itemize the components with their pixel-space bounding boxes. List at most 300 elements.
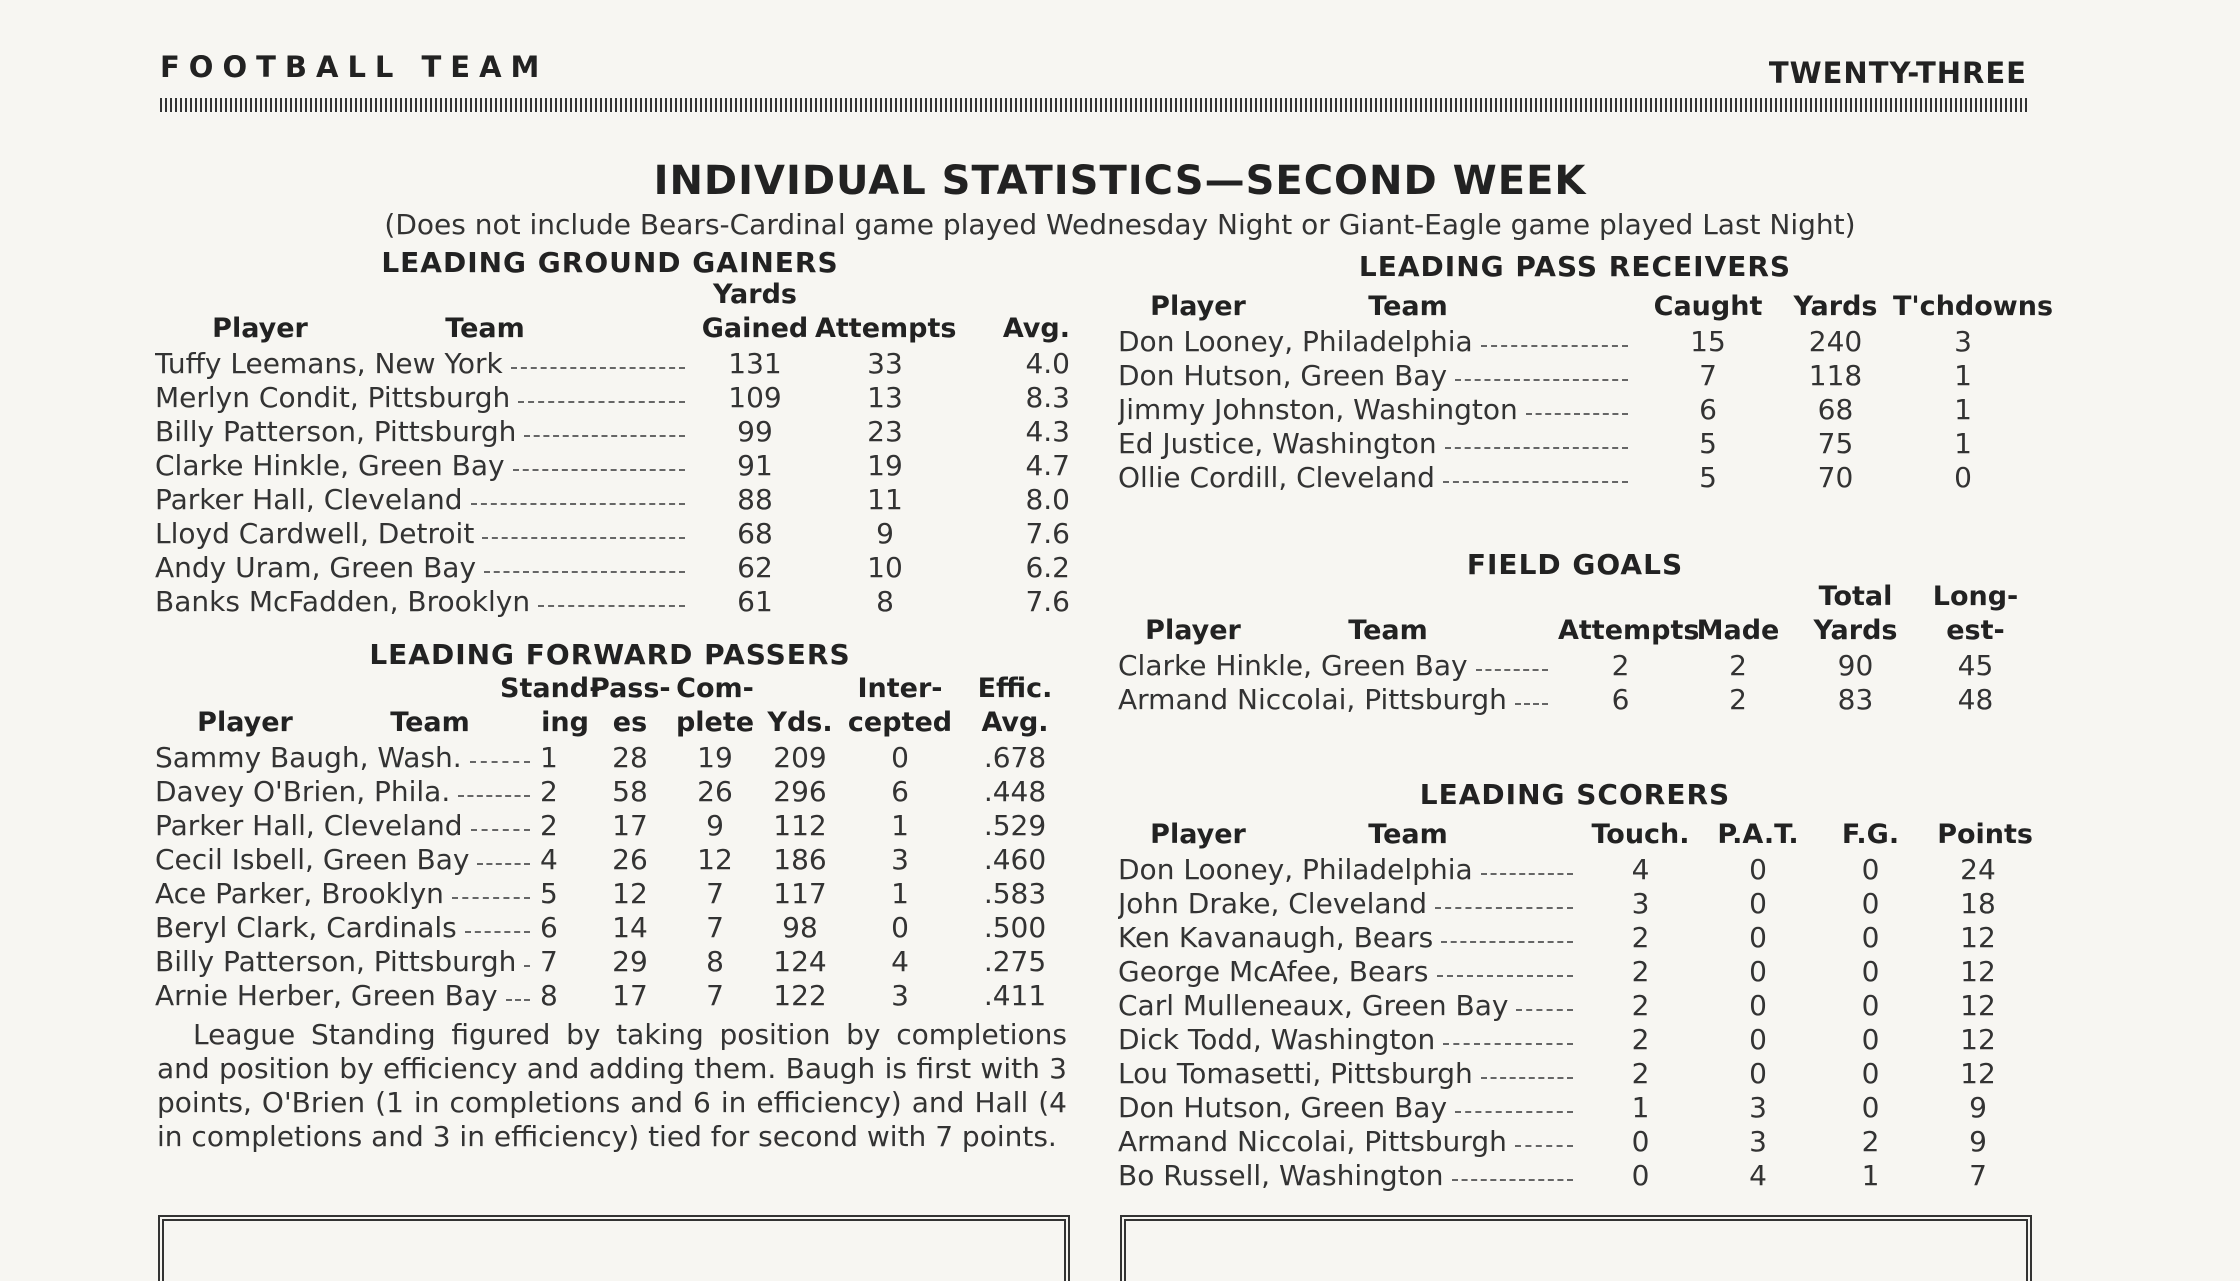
yards-cell: 70 [1817, 460, 1854, 494]
dot-leader [1437, 974, 1574, 977]
total-cell: 90 [1837, 648, 1874, 682]
player-cell [155, 978, 540, 1012]
field-goals-table [1118, 580, 2033, 716]
player-cell [1118, 648, 1558, 682]
dot-leader [1516, 1008, 1573, 1011]
table-row [155, 978, 1070, 1012]
table-header-row [155, 672, 1070, 740]
dot-leader [1476, 668, 1548, 671]
player-name: Ollie Cordill, Cleveland [1118, 460, 1435, 494]
caught-cell: 7 [1699, 358, 1717, 392]
complete-cell: 26 [697, 774, 733, 808]
column-header: Yards Gained [701, 279, 809, 344]
complete-cell: 7 [706, 910, 724, 944]
pat-cell: 0 [1749, 988, 1767, 1022]
player-name: George McAfee, Bears [1118, 954, 1429, 988]
avg-cell: 6.2 [1025, 550, 1070, 584]
column-header: Player Team [197, 707, 470, 738]
yds-cell: 98 [782, 910, 818, 944]
player-cell [1118, 1056, 1583, 1090]
complete-cell: 19 [697, 740, 733, 774]
effic-cell: .275 [983, 944, 1047, 978]
player-cell [1118, 988, 1583, 1022]
passes-cell: 28 [612, 740, 648, 774]
table-row [1118, 954, 2033, 988]
yds-cell: 186 [773, 842, 827, 876]
table-row [1118, 426, 2033, 460]
player-name: Jimmy Johnston, Washington [1118, 392, 1518, 426]
bottom-frame-right [1120, 1215, 2032, 1281]
player-name: Billy Patterson, Pittsburgh [155, 414, 517, 448]
fg-cell: 0 [1861, 920, 1880, 954]
column-header: Avg. [1002, 313, 1070, 344]
fg-cell: 2 [1861, 1124, 1880, 1158]
player-name: Carl Mulleneaux, Green Bay [1118, 988, 1509, 1022]
table-row [1118, 886, 2033, 920]
longest-cell: 45 [1957, 648, 1994, 682]
dot-leader [465, 930, 530, 933]
scorers-heading: LEADING SCORERS [1419, 778, 1731, 811]
standing-cell: 8 [540, 978, 558, 1012]
avg-cell: 8.3 [1025, 380, 1070, 414]
player-name: Billy Patterson, Pittsburgh [155, 944, 517, 978]
column-header: Touch. [1591, 819, 1690, 850]
effic-cell: .583 [983, 876, 1047, 910]
player-cell [155, 346, 695, 380]
player-cell [1118, 920, 1583, 954]
yards-cell: 61 [737, 584, 773, 618]
table-row [1118, 1022, 2033, 1056]
table-row [155, 482, 1070, 516]
dot-leader [1443, 1042, 1573, 1045]
table-row [155, 842, 1070, 876]
player-name: Ace Parker, Brooklyn [155, 876, 444, 910]
player-cell [1118, 1090, 1583, 1124]
column-header: Made [1696, 615, 1780, 646]
attempts-cell: 8 [876, 584, 894, 618]
table-row [155, 516, 1070, 550]
player-cell [1118, 682, 1558, 716]
player-name: Armand Niccolai, Pittsburgh [1118, 1124, 1507, 1158]
player-cell [155, 944, 540, 978]
longest-cell: 48 [1957, 682, 1994, 716]
effic-cell: .529 [983, 808, 1047, 842]
points-cell: 7 [1969, 1158, 1987, 1192]
tds-cell: 0 [1954, 460, 1972, 494]
player-name: Arnie Herber, Green Bay [155, 978, 498, 1012]
table-row [155, 550, 1070, 584]
table-row [155, 380, 1070, 414]
column-header: Player Team [1150, 291, 1448, 322]
player-cell [155, 910, 540, 944]
passes-cell: 17 [612, 808, 648, 842]
passes-cell: 12 [612, 876, 648, 910]
pat-cell: 0 [1749, 920, 1767, 954]
dot-leader [484, 570, 685, 573]
player-name: Don Looney, Philadelphia [1118, 324, 1473, 358]
bottom-frame-left [158, 1215, 1070, 1281]
yards-cell: 109 [728, 380, 782, 414]
table-row [1118, 392, 2033, 426]
standing-cell: 6 [540, 910, 558, 944]
touch-cell: 2 [1631, 988, 1650, 1022]
caught-cell: 5 [1699, 426, 1717, 460]
pat-cell: 3 [1749, 1090, 1767, 1124]
touch-cell: 2 [1631, 920, 1650, 954]
table-row [1118, 324, 2033, 358]
column-header: P.A.T. [1717, 819, 1799, 850]
points-cell: 18 [1960, 886, 1996, 920]
pat-cell: 3 [1749, 1124, 1767, 1158]
header-rule [160, 98, 2027, 112]
dot-leader [538, 604, 685, 607]
intercepted-cell: 0 [891, 740, 909, 774]
table-row [1118, 460, 2033, 494]
dot-leader [1481, 1076, 1573, 1079]
passes-cell: 26 [612, 842, 648, 876]
table-row [1118, 1090, 2033, 1124]
player-cell [1118, 1022, 1583, 1056]
points-cell: 9 [1969, 1090, 1987, 1124]
attempts-cell: 23 [867, 414, 903, 448]
effic-cell: .411 [983, 978, 1047, 1012]
effic-cell: .500 [983, 910, 1047, 944]
caught-cell: 5 [1699, 460, 1717, 494]
player-name: Lloyd Cardwell, Detroit [155, 516, 475, 550]
dot-leader [1445, 446, 1628, 449]
touch-cell: 0 [1631, 1158, 1650, 1192]
points-cell: 12 [1960, 920, 1996, 954]
dot-leader [513, 468, 685, 471]
column-header: Com- plete [675, 673, 755, 738]
running-head-left: FOOTBALL TEAM [160, 50, 549, 84]
pat-cell: 0 [1749, 954, 1767, 988]
column-header: Inter- cepted [847, 673, 953, 738]
page-subtitle: (Does not include Bears-Cardinal game played Wednesday Night or Giant-Eagle game played Last Night) [384, 208, 1856, 241]
attempts-cell: 9 [876, 516, 894, 550]
yards-cell: 131 [728, 346, 782, 380]
yards-cell: 91 [737, 448, 773, 482]
intercepted-cell: 1 [891, 876, 909, 910]
player-cell [1118, 954, 1583, 988]
dot-leader [1515, 702, 1548, 705]
player-cell [1118, 358, 1638, 392]
points-cell: 9 [1969, 1124, 1987, 1158]
made-cell: 2 [1729, 648, 1747, 682]
yards-cell: 118 [1808, 358, 1863, 392]
table-row [155, 448, 1070, 482]
avg-cell: 4.7 [1025, 448, 1070, 482]
player-name: Don Hutson, Green Bay [1118, 358, 1448, 392]
passes-cell: 14 [612, 910, 648, 944]
fg-cell: 1 [1861, 1158, 1880, 1192]
yards-cell: 240 [1808, 324, 1863, 358]
table-row [155, 774, 1070, 808]
table-header-row [155, 278, 1070, 346]
player-cell [1118, 426, 1638, 460]
player-cell [155, 876, 540, 910]
made-cell: 2 [1729, 682, 1747, 716]
passes-cell: 29 [612, 944, 648, 978]
tds-cell: 1 [1954, 358, 1972, 392]
table-header-row [1118, 818, 2033, 852]
page-number: TWENTY-THREE [1768, 56, 2027, 90]
yards-cell: 99 [737, 414, 773, 448]
table-row [1118, 988, 2033, 1022]
intercepted-cell: 0 [891, 910, 909, 944]
column-header: Attempts [815, 313, 957, 344]
table-row [1118, 920, 2033, 954]
dot-leader [470, 760, 530, 763]
avg-cell: 8.0 [1025, 482, 1070, 516]
player-name: Dick Todd, Washington [1118, 1022, 1436, 1056]
table-row [1118, 1124, 2033, 1158]
table-row [155, 584, 1070, 618]
player-name: Parker Hall, Cleveland [155, 482, 463, 516]
pat-cell: 0 [1749, 852, 1767, 886]
table-row [155, 910, 1070, 944]
touch-cell: 2 [1631, 954, 1650, 988]
player-name: Beryl Clark, Cardinals [155, 910, 457, 944]
column-header: Pass- es [590, 673, 671, 738]
player-name: Davey O'Brien, Phila. [155, 774, 451, 808]
standing-footnote: League Standing figured by taking position by completions and position by efficiency and adding them. Baugh is first with 3 points, O'Brien (1 in completions and 6 in efficiency) and Hall (4 in completions and 3 in efficiency) tied for second with 7 points. [157, 1018, 1067, 1153]
tds-cell: 1 [1954, 426, 1972, 460]
table-row [155, 876, 1070, 910]
column-header: Attempts [1558, 615, 1700, 646]
dot-leader [1455, 378, 1628, 381]
caught-cell: 6 [1699, 392, 1717, 426]
player-name: Parker Hall, Cleveland [155, 808, 463, 842]
player-cell [1118, 1124, 1583, 1158]
avg-cell: 7.6 [1025, 584, 1070, 618]
points-cell: 12 [1960, 988, 1996, 1022]
passes-cell: 58 [612, 774, 648, 808]
passes-cell: 17 [612, 978, 648, 1012]
dot-leader [511, 366, 685, 369]
fg-cell: 0 [1861, 988, 1880, 1022]
player-cell [1118, 460, 1638, 494]
player-cell [155, 448, 695, 482]
player-cell [1118, 852, 1583, 886]
player-cell [155, 380, 695, 414]
points-cell: 12 [1960, 1056, 1996, 1090]
column-header: Yds. [767, 707, 833, 738]
dot-leader [471, 828, 530, 831]
column-header: Points [1937, 819, 2033, 850]
attempts-cell: 19 [867, 448, 903, 482]
effic-cell: .460 [983, 842, 1047, 876]
dot-leader [452, 896, 530, 899]
table-header-row [1118, 290, 2033, 324]
standing-cell: 7 [540, 944, 558, 978]
table-row [155, 808, 1070, 842]
player-cell [155, 550, 695, 584]
table-header-row [1118, 580, 2033, 648]
touch-cell: 0 [1631, 1124, 1650, 1158]
pass-receivers-heading: LEADING PASS RECEIVERS [1358, 250, 1792, 283]
ground-gainers-table [155, 278, 1070, 618]
dot-leader [524, 434, 685, 437]
dot-leader [482, 536, 685, 539]
player-name: Banks McFadden, Brooklyn [155, 584, 531, 618]
dot-leader [1455, 1110, 1573, 1113]
pat-cell: 0 [1749, 1022, 1767, 1056]
column-header: T'chdowns [1893, 291, 2054, 322]
yds-cell: 112 [773, 808, 827, 842]
dot-leader [471, 502, 685, 505]
column-header: Caught [1653, 291, 1763, 322]
column-header: Yards [1793, 291, 1878, 322]
player-cell [155, 808, 540, 842]
intercepted-cell: 3 [891, 978, 909, 1012]
touch-cell: 1 [1631, 1090, 1650, 1124]
attempts-cell: 2 [1611, 648, 1630, 682]
column-header: F.G. [1841, 819, 1900, 850]
player-name: Ed Justice, Washington [1118, 426, 1437, 460]
player-name: Armand Niccolai, Pittsburgh [1118, 682, 1507, 716]
table-row [1118, 1056, 2033, 1090]
intercepted-cell: 6 [891, 774, 909, 808]
player-name: Bo Russell, Washington [1118, 1158, 1444, 1192]
column-header: Stand- ing [500, 673, 601, 738]
column-header: Effic. Avg. [977, 673, 1053, 738]
touch-cell: 3 [1631, 886, 1650, 920]
player-name: Andy Uram, Green Bay [155, 550, 477, 584]
standing-cell: 2 [540, 774, 558, 808]
player-cell [155, 774, 540, 808]
standing-cell: 1 [540, 740, 558, 774]
player-cell [1118, 324, 1638, 358]
fg-cell: 0 [1861, 1056, 1880, 1090]
table-row [155, 414, 1070, 448]
pat-cell: 0 [1749, 886, 1767, 920]
scorers-table [1118, 818, 2033, 1192]
yards-cell: 68 [737, 516, 773, 550]
player-name: Ken Kavanaugh, Bears [1118, 920, 1434, 954]
column-header: Player Team [1145, 615, 1428, 646]
column-header: Player Team [1150, 819, 1448, 850]
player-name: Tuffy Leemans, New York [155, 346, 503, 380]
fg-cell: 0 [1861, 852, 1880, 886]
pat-cell: 4 [1749, 1158, 1767, 1192]
dot-leader [1515, 1144, 1573, 1147]
table-row [1118, 1158, 2033, 1192]
standing-cell: 5 [540, 876, 558, 910]
tds-cell: 3 [1954, 324, 1972, 358]
dot-leader [524, 964, 530, 967]
fg-cell: 0 [1861, 1090, 1880, 1124]
table-row [1118, 648, 2033, 682]
avg-cell: 4.3 [1025, 414, 1070, 448]
tds-cell: 1 [1954, 392, 1972, 426]
table-row [1118, 682, 2033, 716]
dot-leader [458, 794, 530, 797]
player-cell [155, 482, 695, 516]
player-name: Clarke Hinkle, Green Bay [1118, 648, 1468, 682]
complete-cell: 9 [706, 808, 724, 842]
player-name: John Drake, Cleveland [1118, 886, 1428, 920]
yds-cell: 296 [773, 774, 827, 808]
field-goals-heading: FIELD GOALS [1466, 548, 1684, 581]
intercepted-cell: 4 [891, 944, 909, 978]
complete-cell: 7 [706, 876, 724, 910]
yards-cell: 68 [1817, 392, 1854, 426]
table-row [155, 944, 1070, 978]
forward-passers-table [155, 672, 1070, 1012]
attempts-cell: 33 [867, 346, 903, 380]
player-cell [155, 584, 695, 618]
ground-gainers-heading: LEADING GROUND GAINERS [381, 246, 839, 279]
yds-cell: 209 [773, 740, 827, 774]
yards-cell: 88 [737, 482, 773, 516]
player-cell [155, 842, 540, 876]
yds-cell: 117 [773, 876, 827, 910]
attempts-cell: 13 [867, 380, 903, 414]
player-name: Sammy Baugh, Wash. [155, 740, 462, 774]
player-cell [155, 740, 540, 774]
fg-cell: 0 [1861, 1022, 1880, 1056]
dot-leader [1441, 940, 1573, 943]
pass-receivers-table [1118, 290, 2054, 494]
fg-cell: 0 [1861, 886, 1880, 920]
player-name: Cecil Isbell, Green Bay [155, 842, 470, 876]
dot-leader [1443, 480, 1628, 483]
pat-cell: 0 [1749, 1056, 1767, 1090]
dot-leader [477, 862, 530, 865]
touch-cell: 2 [1631, 1022, 1650, 1056]
total-cell: 83 [1837, 682, 1874, 716]
table-row [1118, 852, 2033, 886]
yds-cell: 124 [773, 944, 827, 978]
effic-cell: .678 [983, 740, 1047, 774]
intercepted-cell: 1 [891, 808, 909, 842]
standing-cell: 4 [540, 842, 558, 876]
dot-leader [1452, 1178, 1574, 1181]
avg-cell: 7.6 [1025, 516, 1070, 550]
player-cell [1118, 1158, 1583, 1192]
complete-cell: 12 [697, 842, 733, 876]
touch-cell: 4 [1631, 852, 1650, 886]
yards-cell: 75 [1817, 426, 1854, 460]
player-name: Don Looney, Philadelphia [1118, 852, 1473, 886]
complete-cell: 7 [706, 978, 724, 1012]
player-cell [155, 516, 695, 550]
player-name: Don Hutson, Green Bay [1118, 1090, 1448, 1124]
points-cell: 12 [1960, 954, 1996, 988]
avg-cell: 4.0 [1025, 346, 1070, 380]
caught-cell: 15 [1690, 324, 1726, 358]
points-cell: 12 [1960, 1022, 1996, 1056]
intercepted-cell: 3 [891, 842, 909, 876]
dot-leader [1481, 872, 1573, 875]
column-header: Player Team [212, 313, 525, 344]
dot-leader [506, 998, 530, 1001]
yards-cell: 62 [737, 550, 773, 584]
player-name: Lou Tomasetti, Pittsburgh [1118, 1056, 1473, 1090]
effic-cell: .448 [983, 774, 1047, 808]
dot-leader [518, 400, 685, 403]
attempts-cell: 10 [867, 550, 903, 584]
attempts-cell: 11 [867, 482, 903, 516]
touch-cell: 2 [1631, 1056, 1650, 1090]
attempts-cell: 6 [1611, 682, 1630, 716]
yds-cell: 122 [773, 978, 827, 1012]
player-name: Clarke Hinkle, Green Bay [155, 448, 505, 482]
forward-passers-heading: LEADING FORWARD PASSERS [369, 638, 851, 671]
column-header: Total Yards [1813, 581, 1898, 646]
player-cell [155, 414, 695, 448]
